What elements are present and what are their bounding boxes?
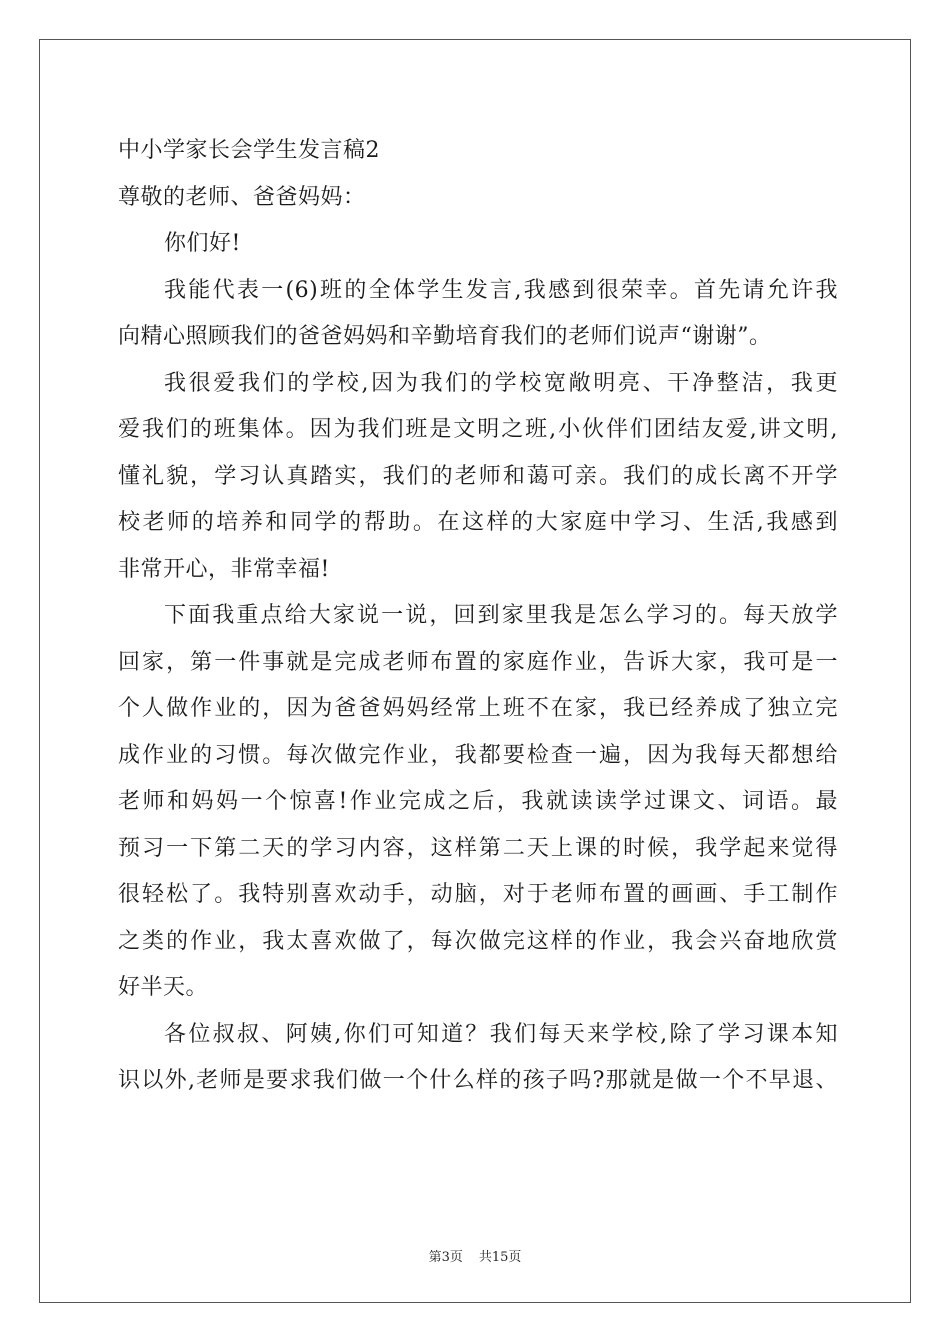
greeting: 你们好!: [164, 231, 241, 256]
salutation: 尊敬的老师、爸爸妈妈：: [118, 184, 366, 210]
paragraph-line: 个人做作业的，因为爸爸妈妈经常上班不在家，我已经养成了独立完: [118, 696, 838, 721]
page-footer: [0, 1246, 950, 1265]
paragraph-line: 向精心照顾我们的爸爸妈妈和辛勤培育我们的老师们说声“谢谢”。: [118, 324, 772, 349]
paragraph-1: [118, 268, 838, 361]
paragraph-line: 老师和妈妈一个惊喜!作业完成之后，我就读读学过课文、词语。最: [118, 789, 838, 814]
paragraph-line: 爱我们的班集体。因为我们班是文明之班,小伙伴们团结友爱,讲文明,: [118, 417, 838, 442]
paragraph-line: 预习一下第二天的学习内容，这样第二天上课的时候，我学起来觉得: [118, 835, 838, 861]
page-total: 共15页: [478, 1250, 522, 1265]
paragraph-line: 之类的作业，我太喜欢做了，每次做完这样的作业，我会兴奋地欣赏: [118, 928, 838, 954]
page-number: 第3页: [428, 1250, 463, 1265]
paragraph-line: 我很爱我们的学校,因为我们的学校宽敞明亮、干净整洁，我更: [164, 370, 838, 396]
document-title: 中小学家长会学生发言稿2: [118, 138, 380, 163]
paragraph-line: 我能代表一(6)班的全体学生发言,我感到很荣幸。首先请允许我: [164, 277, 838, 303]
paragraph-line: 各位叔叔、阿姨,你们可知道？我们每天来学校,除了学习课本知: [164, 1021, 838, 1047]
paragraph-3: [118, 593, 838, 1012]
paragraph-line: 很轻松了。我特别喜欢动手，动脑，对于老师布置的画画、手工制作: [118, 882, 838, 907]
document-body: [118, 128, 838, 1105]
paragraph-line: 识以外,老师是要求我们做一个什么样的孩子吗?那就是做一个不早退、: [118, 1068, 838, 1093]
paragraph-line: 校老师的培养和同学的帮助。在这样的大家庭中学习、生活,我感到: [118, 510, 838, 535]
paragraph-line: 下面我重点给大家说一说，回到家里我是怎么学习的。每天放学: [164, 603, 838, 628]
paragraph-4: [118, 1012, 838, 1105]
paragraph-line: 好半天。: [118, 975, 209, 1000]
paragraph-line: 回家，第一件事就是完成老师布置的家庭作业，告诉大家，我可是一: [118, 649, 838, 675]
paragraph-line: 成作业的习惯。每次做完作业，我都要检查一遍，因为我每天都想给: [118, 742, 838, 768]
paragraph-line: 非常开心，非常幸福!: [118, 556, 330, 582]
paragraph-2: [118, 361, 838, 594]
paragraph-line: 懂礼貌，学习认真踏实，我们的老师和蔼可亲。我们的成长离不开学: [118, 463, 838, 489]
